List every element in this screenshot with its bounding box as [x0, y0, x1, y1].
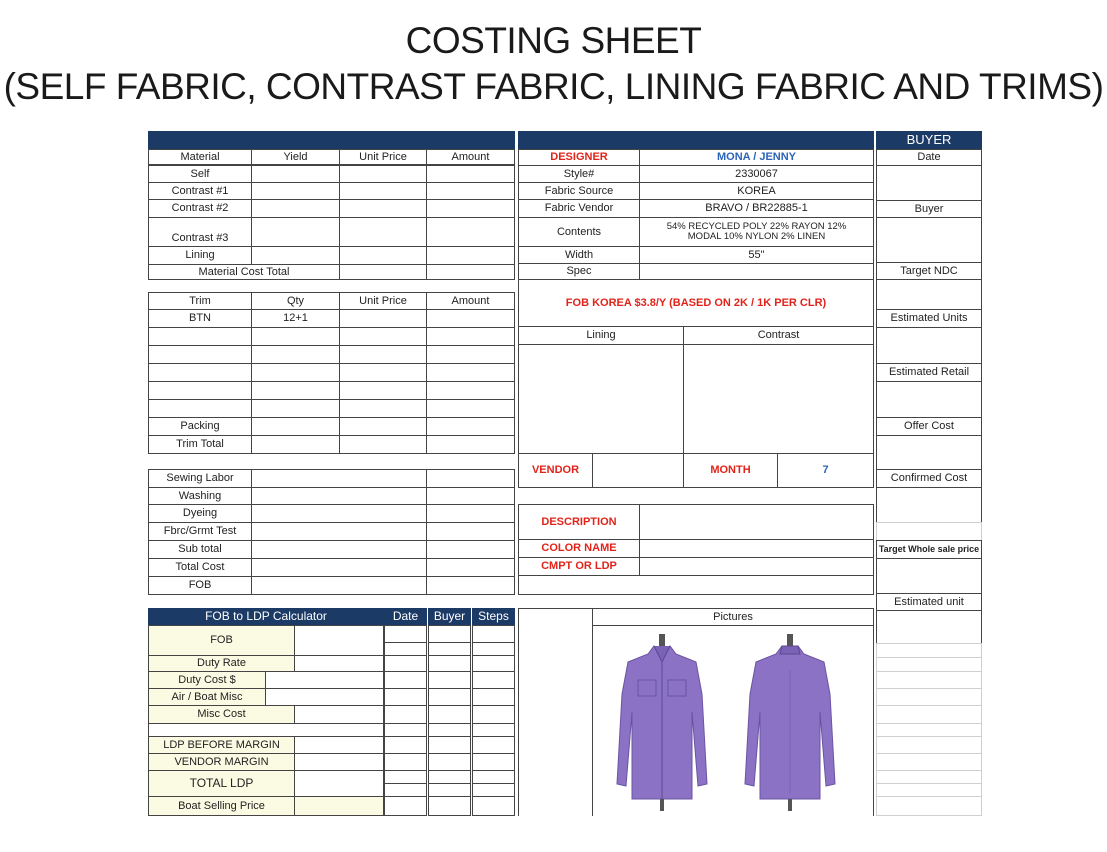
- material-row-self: Self: [148, 165, 252, 183]
- cell[interactable]: [251, 199, 340, 218]
- cell[interactable]: [428, 625, 471, 643]
- cell[interactable]: [294, 753, 384, 771]
- cell[interactable]: [339, 309, 427, 328]
- cell[interactable]: [428, 688, 471, 706]
- cell[interactable]: [251, 182, 340, 200]
- vendor-value[interactable]: [592, 453, 684, 488]
- cell[interactable]: [428, 642, 471, 656]
- cell[interactable]: [339, 165, 427, 183]
- cell[interactable]: [426, 399, 515, 418]
- material-header-bar: [148, 131, 515, 149]
- designer-value[interactable]: MONA / JENNY: [639, 149, 874, 166]
- shirt-back-image: [740, 634, 840, 816]
- cost-sewing-labor: Sewing Labor: [148, 469, 252, 488]
- estimated-units-label: Estimated Units: [876, 309, 982, 328]
- cell[interactable]: [148, 327, 252, 346]
- width-value[interactable]: 55": [639, 246, 874, 264]
- cell[interactable]: [339, 327, 427, 346]
- cell[interactable]: [148, 345, 252, 364]
- cell[interactable]: [426, 246, 515, 265]
- buyer-date-value[interactable]: [876, 165, 982, 201]
- cell[interactable]: [426, 576, 515, 595]
- calc-vendor-margin: VENDOR MARGIN: [148, 753, 295, 771]
- offer-cost-value[interactable]: [876, 435, 982, 470]
- confirmed-cost-value[interactable]: [876, 487, 982, 523]
- cell[interactable]: [472, 625, 515, 643]
- cell[interactable]: [428, 796, 471, 816]
- fabric-source-label: Fabric Source: [518, 182, 640, 200]
- cell[interactable]: [426, 199, 515, 218]
- material-cost-total: Material Cost Total: [148, 264, 340, 280]
- cell[interactable]: [472, 705, 515, 724]
- blank-row[interactable]: [876, 770, 982, 784]
- blank-row[interactable]: [876, 736, 982, 754]
- cell[interactable]: [265, 671, 384, 689]
- cell[interactable]: [472, 655, 515, 672]
- cell[interactable]: [251, 504, 427, 523]
- cell[interactable]: [472, 688, 515, 706]
- cell[interactable]: [426, 381, 515, 400]
- cell[interactable]: [339, 435, 427, 454]
- cell[interactable]: [472, 671, 515, 689]
- cell[interactable]: [428, 671, 471, 689]
- cell[interactable]: [148, 381, 252, 400]
- cell[interactable]: [384, 688, 427, 706]
- material-row-contrast1: Contrast #1: [148, 182, 252, 200]
- cell[interactable]: [339, 199, 427, 218]
- target-wholesale-label: Target Whole sale price: [876, 540, 982, 559]
- fabric-vendor-label: Fabric Vendor: [518, 199, 640, 218]
- cell[interactable]: [428, 705, 471, 724]
- width-label: Width: [518, 246, 640, 264]
- cell[interactable]: [426, 417, 515, 436]
- buyer-buyer-label: Buyer: [876, 200, 982, 218]
- lining-label: Lining: [518, 326, 684, 345]
- fob-note: FOB KOREA $3.8/Y (BASED ON 2K / 1K PER CLR): [518, 279, 874, 327]
- blank-row[interactable]: [876, 688, 982, 706]
- cell[interactable]: [384, 642, 427, 656]
- cell[interactable]: [472, 642, 515, 656]
- pictures-label: Pictures: [592, 608, 874, 626]
- estimated-unit-label: Estimated unit: [876, 593, 982, 611]
- blank-row[interactable]: [876, 643, 982, 658]
- cell[interactable]: [251, 540, 427, 559]
- cell[interactable]: [384, 655, 427, 672]
- cell[interactable]: [384, 753, 427, 771]
- target-ndc-label: Target NDC: [876, 262, 982, 280]
- trim-total: Trim Total: [148, 435, 252, 454]
- cell[interactable]: [428, 655, 471, 672]
- col-trim-amount: Amount: [426, 292, 515, 310]
- spec-value[interactable]: [639, 263, 874, 280]
- fabric-source-value[interactable]: KOREA: [639, 182, 874, 200]
- cell[interactable]: [251, 558, 427, 577]
- cell[interactable]: [294, 625, 384, 656]
- cell[interactable]: [251, 469, 427, 488]
- designer-label: DESIGNER: [518, 149, 640, 166]
- description-value[interactable]: [639, 504, 874, 540]
- cell[interactable]: [428, 736, 471, 754]
- cell[interactable]: [339, 217, 427, 247]
- month-label: MONTH: [683, 453, 778, 488]
- calculator-title: FOB to LDP Calculator: [148, 608, 384, 625]
- cell[interactable]: [426, 558, 515, 577]
- blank-row[interactable]: [876, 796, 982, 816]
- col-qty: Qty: [251, 292, 340, 310]
- cell[interactable]: [428, 783, 471, 797]
- estimated-retail-value[interactable]: [876, 381, 982, 418]
- description-label: DESCRIPTION: [518, 504, 640, 540]
- calc-total-ldp: TOTAL LDP: [148, 770, 295, 797]
- cell[interactable]: [384, 671, 427, 689]
- material-row-contrast2: Contrast #2: [148, 199, 252, 218]
- cell[interactable]: [426, 504, 515, 523]
- contrast-area[interactable]: [683, 344, 874, 454]
- contrast-label: Contrast: [683, 326, 874, 345]
- cell[interactable]: [472, 783, 515, 797]
- calc-col-steps: Steps: [472, 608, 515, 625]
- col-trim-unit-price: Unit Price: [339, 292, 427, 310]
- blank-row[interactable]: [876, 705, 982, 724]
- cmpt-ldp-value[interactable]: [639, 557, 874, 576]
- spec-label: Spec: [518, 263, 640, 280]
- target-ndc-value[interactable]: [876, 279, 982, 310]
- cell[interactable]: [384, 796, 427, 816]
- cell[interactable]: [251, 522, 427, 541]
- cell[interactable]: [251, 399, 340, 418]
- calc-col-buyer: Buyer: [428, 608, 471, 625]
- cell[interactable]: [294, 770, 384, 797]
- col-trim: Trim: [148, 292, 252, 310]
- cell[interactable]: [428, 770, 471, 784]
- style-label: Style#: [518, 165, 640, 183]
- blank-row[interactable]: [876, 671, 982, 689]
- cell[interactable]: [384, 705, 427, 724]
- cell[interactable]: [294, 705, 384, 724]
- confirmed-cost-label: Confirmed Cost: [876, 469, 982, 488]
- blank-row[interactable]: [518, 575, 874, 595]
- cell[interactable]: [426, 309, 515, 328]
- cell[interactable]: [251, 576, 427, 595]
- cell[interactable]: [428, 753, 471, 771]
- fabric-vendor-value[interactable]: BRAVO / BR22885-1: [639, 199, 874, 218]
- color-name-label: COLOR NAME: [518, 539, 640, 558]
- offer-cost-label: Offer Cost: [876, 417, 982, 436]
- blank-row[interactable]: [876, 522, 982, 541]
- col-yield: Yield: [251, 149, 340, 165]
- buyer-buyer-value[interactable]: [876, 217, 982, 263]
- cell[interactable]: [426, 469, 515, 488]
- material-row-lining: Lining: [148, 246, 252, 265]
- month-value[interactable]: 7: [777, 453, 874, 488]
- trim-row-btn: BTN: [148, 309, 252, 328]
- cell[interactable]: [251, 165, 340, 183]
- col-unit-price: Unit Price: [339, 149, 427, 165]
- cell[interactable]: [251, 246, 340, 265]
- contents-label: Contents: [518, 217, 640, 247]
- cell[interactable]: [426, 345, 515, 364]
- calc-duty-cost: Duty Cost $: [148, 671, 266, 689]
- estimated-units-value[interactable]: [876, 327, 982, 364]
- cell[interactable]: [426, 363, 515, 382]
- estimated-retail-label: Estimated Retail: [876, 363, 982, 382]
- cell[interactable]: [472, 753, 515, 771]
- blank-row[interactable]: [876, 753, 982, 771]
- cell[interactable]: [472, 796, 515, 816]
- target-wholesale-value[interactable]: [876, 558, 982, 594]
- cell[interactable]: [251, 363, 340, 382]
- cost-dyeing: Dyeing: [148, 504, 252, 523]
- cell[interactable]: [339, 381, 427, 400]
- cell[interactable]: [251, 487, 427, 505]
- cell[interactable]: [426, 217, 515, 247]
- cell[interactable]: [428, 723, 471, 737]
- calc-duty-rate: Duty Rate: [148, 655, 295, 672]
- cell[interactable]: [472, 723, 515, 737]
- shirt-front-image: [612, 634, 712, 816]
- trim-row-packing: Packing: [148, 417, 252, 436]
- cost-subtotal: Sub total: [148, 540, 252, 559]
- cell[interactable]: [251, 217, 340, 247]
- estimated-unit-value[interactable]: [876, 610, 982, 644]
- cell[interactable]: [148, 399, 252, 418]
- cell[interactable]: [294, 796, 384, 816]
- cell[interactable]: [384, 736, 427, 754]
- lining-area[interactable]: [518, 344, 684, 454]
- calc-ldp-before-margin: LDP BEFORE MARGIN: [148, 736, 295, 754]
- cell[interactable]: [426, 540, 515, 559]
- calc-col-date: Date: [384, 608, 427, 625]
- cell[interactable]: [384, 783, 427, 797]
- blank-row[interactable]: [876, 783, 982, 797]
- color-name-value[interactable]: [639, 539, 874, 558]
- cost-total: Total Cost: [148, 558, 252, 577]
- cell[interactable]: [384, 770, 427, 784]
- pictures-side: [518, 608, 593, 816]
- cell[interactable]: [339, 345, 427, 364]
- buyer-date-label: Date: [876, 149, 982, 166]
- col-amount: Amount: [426, 149, 515, 165]
- cell[interactable]: [426, 435, 515, 454]
- cell[interactable]: [148, 363, 252, 382]
- cell[interactable]: [251, 345, 340, 364]
- cell[interactable]: [339, 399, 427, 418]
- cell[interactable]: [339, 264, 427, 280]
- blank-row[interactable]: [876, 657, 982, 672]
- info-header-bar: [518, 131, 874, 149]
- cell[interactable]: [294, 736, 384, 754]
- cell[interactable]: [265, 688, 384, 706]
- cell[interactable]: [339, 417, 427, 436]
- cell[interactable]: [384, 625, 427, 643]
- cell[interactable]: [426, 182, 515, 200]
- contents-value[interactable]: 54% RECYCLED POLY 22% RAYON 12% MODAL 10% NYLON 2% LINEN: [639, 217, 874, 247]
- calc-boat-selling-price: Boat Selling Price: [148, 796, 295, 816]
- cell[interactable]: [472, 770, 515, 784]
- cell[interactable]: [251, 417, 340, 436]
- cost-fob: FOB: [148, 576, 252, 595]
- blank-row[interactable]: [876, 723, 982, 737]
- cost-washing: Washing: [148, 487, 252, 505]
- cell[interactable]: [472, 736, 515, 754]
- cell[interactable]: [426, 522, 515, 541]
- cell[interactable]: [339, 246, 427, 265]
- calc-air-boat-misc: Air / Boat Misc: [148, 688, 266, 706]
- vendor-label: VENDOR: [518, 453, 593, 488]
- sheet-subtitle: (SELF FABRIC, CONTRAST FABRIC, LINING FABRIC AND TRIMS): [3, 66, 1104, 107]
- cmpt-ldp-label: CMPT OR LDP: [518, 557, 640, 576]
- style-value[interactable]: 2330067: [639, 165, 874, 183]
- cell[interactable]: [339, 363, 427, 382]
- sheet-title: COSTING SHEET: [405, 20, 702, 61]
- cell[interactable]: [251, 435, 340, 454]
- col-material: Material: [148, 149, 252, 165]
- cell[interactable]: [384, 723, 427, 737]
- cell[interactable]: [251, 327, 340, 346]
- cell[interactable]: [426, 327, 515, 346]
- cell[interactable]: [251, 381, 340, 400]
- cost-fabric-test: Fbrc/Grmt Test: [148, 522, 252, 541]
- calc-misc-cost: Misc Cost: [148, 705, 295, 724]
- cell[interactable]: [294, 655, 384, 672]
- cell[interactable]: [148, 723, 384, 737]
- cell[interactable]: [426, 487, 515, 505]
- buyer-title: BUYER: [876, 131, 982, 149]
- trim-btn-qty[interactable]: 12+1: [251, 309, 340, 328]
- calc-fob: FOB: [148, 625, 295, 656]
- cell[interactable]: [426, 264, 515, 280]
- cell[interactable]: [339, 182, 427, 200]
- cell[interactable]: [426, 165, 515, 183]
- material-row-contrast3: Contrast #3: [148, 217, 252, 247]
